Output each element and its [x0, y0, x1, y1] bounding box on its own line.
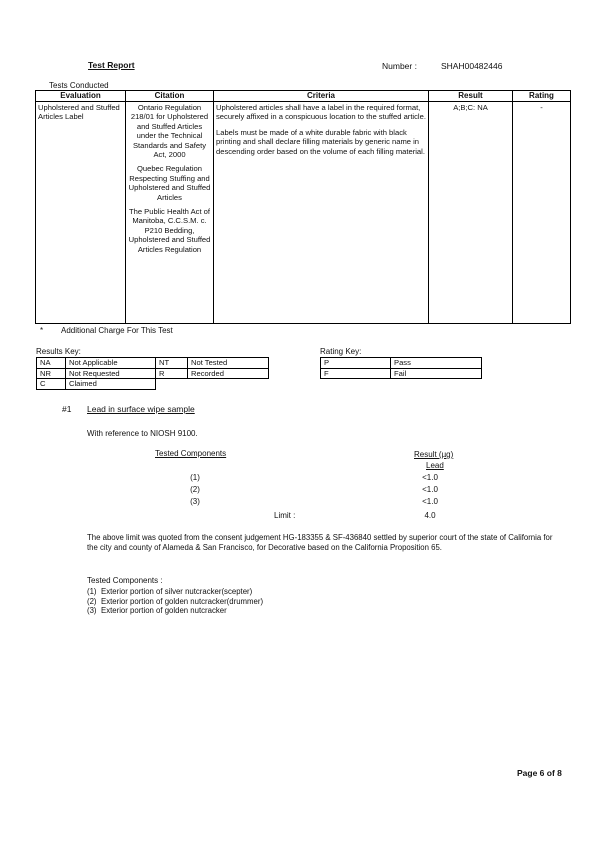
footnote-text: Additional Charge For This Test: [61, 326, 173, 335]
key-meaning: Claimed: [66, 379, 156, 390]
component-row-value: <1.0: [422, 473, 438, 482]
limit-explanation: The above limit was quoted from the consent judgement HG-183355 & SF-436840 settled by superior court of the state of California for the city and county of Alameda & San Francisco, for Decorative based on the California Proposition 65.: [87, 533, 553, 552]
component-row-label: (2): [190, 485, 200, 494]
components-list-title: Tested Components :: [87, 576, 163, 585]
component-row-value: <1.0: [422, 497, 438, 506]
criteria-cell: [214, 102, 429, 324]
header-evaluation: Evaluation: [36, 91, 126, 102]
results-key-row: [37, 358, 269, 369]
citation-cell: [126, 102, 214, 324]
key-meaning: Recorded: [188, 368, 269, 379]
results-key-row: [37, 379, 269, 390]
key-meaning: Not Applicable: [66, 358, 156, 369]
page-number: Page 6 of 8: [517, 768, 562, 778]
header-criteria: Criteria: [214, 91, 429, 102]
tests-conducted-label: Tests Conducted: [49, 81, 109, 90]
key-empty: [188, 379, 269, 390]
rating-code: F: [321, 368, 391, 379]
tests-table: [35, 90, 571, 324]
result-subheader: Lead: [426, 461, 444, 470]
list-item: (3) Exterior portion of golden nutcracker: [87, 606, 227, 616]
report-number-label: Number :: [382, 61, 417, 71]
criteria-paragraph-1: Upholstered articles shall have a label in the required format, securely affixed in a conspicuous location to the stuffed article.: [216, 103, 426, 122]
results-key-title: Results Key:: [36, 347, 81, 356]
key-meaning: Not Tested: [188, 358, 269, 369]
criteria-paragraph-2: Labels must be made of a white durable fabric with black printing and shall declare filling materials by generic name in descending order based on the volume of each filling material.: [216, 127, 425, 156]
result-header: Result (µg): [414, 450, 454, 459]
rating-code: P: [321, 358, 391, 369]
rating-key-row: [321, 358, 482, 369]
key-code: NT: [156, 358, 188, 369]
report-title: Test Report: [88, 60, 135, 70]
rating-key-table: [320, 357, 482, 379]
header-result: Result: [429, 91, 513, 102]
component-row-label: (1): [190, 473, 200, 482]
limit-value: 4.0: [424, 511, 436, 520]
result-cell: A;B;C: NA: [429, 102, 513, 324]
key-code: C: [37, 379, 66, 390]
footnote-marker: *: [40, 326, 44, 335]
section-number: #1: [62, 404, 72, 414]
header-rating: Rating: [513, 91, 571, 102]
evaluation-cell: Upholstered and Stuffed Articles Label: [36, 102, 126, 324]
limit-label: Limit :: [274, 511, 296, 520]
table-row: [36, 102, 571, 324]
header-citation: Citation: [126, 91, 214, 102]
section-title: Lead in surface wipe sample: [87, 404, 195, 414]
rating-cell: -: [513, 102, 571, 324]
key-code: R: [156, 368, 188, 379]
tested-components-header: Tested Components: [155, 449, 227, 458]
list-item: (1) Exterior portion of silver nutcracker(scepter): [87, 587, 253, 596]
rating-key-title: Rating Key:: [320, 347, 362, 356]
citation-ontario: Ontario Regulation 218/01 for Upholstered and Stuffed Articles under the Technical Standards and Safety Act, 2000: [130, 103, 209, 160]
section-reference: With reference to NIOSH 9100.: [87, 429, 198, 438]
report-number-value: SHAH00482446: [441, 61, 503, 71]
key-empty: [156, 379, 188, 390]
results-key-row: [37, 368, 269, 379]
key-code: NA: [37, 358, 66, 369]
key-code: NR: [37, 368, 66, 379]
components-list: [87, 587, 263, 616]
component-row-value: <1.0: [422, 485, 438, 494]
list-item: (2) Exterior portion of golden nutcracker(drummer): [87, 596, 264, 606]
rating-meaning: Fail: [391, 368, 482, 379]
component-row-label: (3): [190, 497, 200, 506]
citation-quebec: Quebec Regulation Respecting Stuffing and Upholstered and Stuffed Articles: [128, 164, 211, 202]
rating-key-row: [321, 368, 482, 379]
tests-table-header: [36, 91, 571, 102]
results-key-table: [36, 357, 269, 390]
citation-manitoba: The Public Health Act of Manitoba, C.C.S.M. c. P210 Bedding, Upholstered and Stuffed Articles Regulation: [128, 207, 211, 254]
key-meaning: Not Requested: [66, 368, 156, 379]
rating-meaning: Pass: [391, 358, 482, 369]
